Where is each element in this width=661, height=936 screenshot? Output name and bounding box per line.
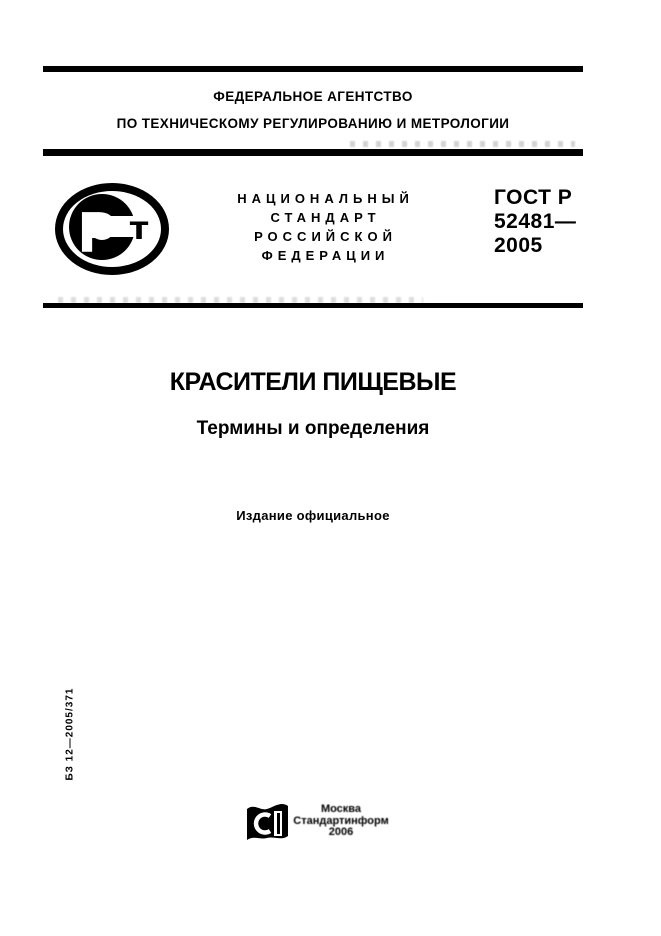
designation-line: 2005 (494, 234, 543, 257)
svg-text:т: т (129, 209, 149, 247)
designation-line: 52481— (494, 210, 577, 233)
imprint-city: Москва (320, 803, 362, 815)
scan-artifact (350, 141, 575, 147)
second-rule (43, 149, 583, 156)
standard-type-line: ФЕДЕРАЦИИ (261, 248, 390, 263)
standard-designation (494, 186, 576, 258)
third-rule (43, 303, 583, 308)
document-subtitle: Термины и определения (196, 418, 430, 439)
imprint-year: 2006 (328, 826, 354, 838)
document-title: КРАСИТЕЛИ ПИЩЕВЫЕ (169, 368, 457, 396)
standard-type-line: РОССИЙСКОЙ (254, 229, 397, 244)
imprint-publisher: Стандартинформ (293, 814, 389, 827)
svg-text:Р: Р (77, 202, 117, 265)
imprint-block (271, 804, 411, 839)
designation-line: ГОСТ Р (494, 186, 573, 209)
side-registry-code: БЗ 12—2005/371 (64, 687, 76, 781)
standard-type-line: СТАНДАРТ (270, 210, 381, 225)
top-rule (43, 66, 583, 72)
agency-name-line2: ПО ТЕХНИЧЕСКОМУ РЕГУЛИРОВАНИЮ И МЕТРОЛОГИИ (116, 116, 510, 131)
agency-name-line1: ФЕДЕРАЛЬНОЕ АГЕНТСТВО (213, 89, 413, 104)
standard-type-line: НАЦИОНАЛЬНЫЙ (237, 191, 414, 206)
rst-emblem-icon (53, 181, 171, 277)
standard-type-block (203, 189, 448, 265)
edition-note: Издание официальное (236, 508, 390, 523)
